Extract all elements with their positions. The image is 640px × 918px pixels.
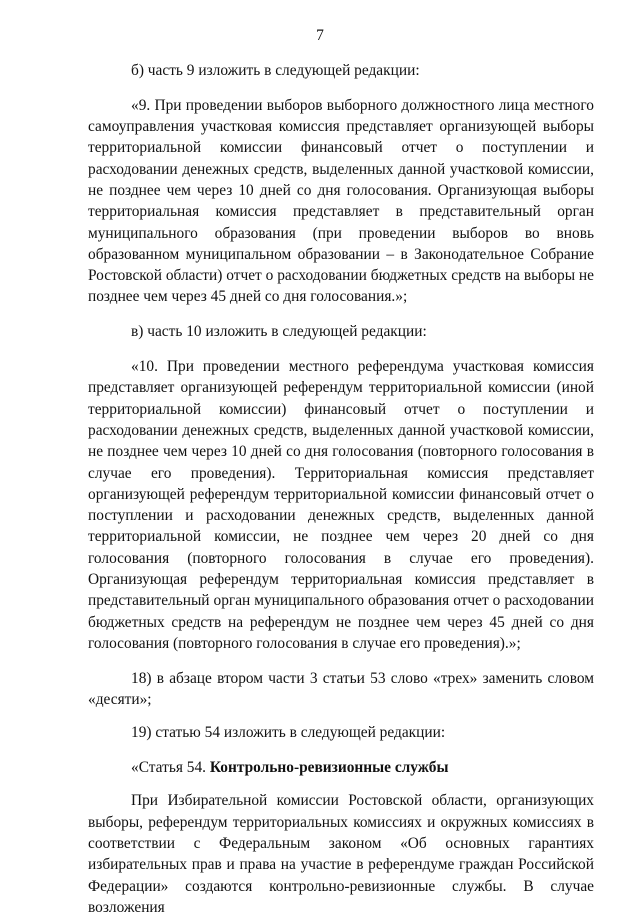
- paragraph-amend-part-10: в) часть 10 изложить в следующей редакции:: [131, 323, 427, 341]
- page-number: 7: [316, 27, 324, 44]
- document-body: [88, 60, 594, 918]
- paragraph-item-19: 19) статью 54 изложить в следующей редакции:: [131, 724, 446, 742]
- paragraph-item-18: 18) в абзаце втором части 3 статьи 53 слово «трех» заменить словом «десяти»;: [88, 669, 594, 709]
- paragraph-article-54-text: При Избирательной комиссии Ростовской области, организующих выборы, референдум территориальных комиссиях и окружных комиссиях в соответствии с Федеральным законом «Об основных гарантиях избирательных прав и права на участие в референдуме граждан Российской Федерации» создаются контрольно-ревизионные службы. В случае возложения: [88, 792, 594, 916]
- paragraph-part-10-text: «10. При проведении местного референдума участковая комиссия представляет организующей референдум территориальной комиссии (иной территориальной комиссии) финансовый отчет о поступлении и расходовании денежных средств, выделенных данной участковой комиссии, не позднее чем через 10 дней со дня голосования (повторного голосования в случае его проведения). Территориальная комиссия представляет организующей референдум территориальной комиссии финансовый отчет о поступлении и расходовании денежных средств, выделенных данной территориальной комиссии, не позднее чем через 20 дней со дня голосования (повторного голосования в случае его проведения). Организующая референдум территориальная комиссия представляет в представительный орган муниципального образования отчет о расходовании бюджетных средств на референдум не позднее чем через 45 дней со дня голосования (повторного голосования в случае его проведения).»;: [88, 358, 594, 652]
- paragraph-part-9-text: «9. При проведении выборов выборного должностного лица местного самоуправления участковая комиссия представляет организующей выборы территориальной комиссии финансовый отчет о поступлении и расходовании денежных средств, выделенных данной участковой комиссии, не позднее чем через 10 дней со дня голосования. Организующая выборы территориальная комиссия представляет в представительный орган муниципального образования (при проведении выборов во вновь образованном муниципальном образовании – в Законодательное Собрание Ростовской области) отчет о расходовании бюджетных средств на выборы не позднее чем через 45 дней со дня голосования.»;: [88, 96, 594, 306]
- article-54-title: Контрольно-ревизионные службы: [209, 759, 449, 777]
- article-54-heading: [88, 757, 594, 778]
- paragraph-amend-part-9: б) часть 9 изложить в следующей редакции:: [131, 62, 420, 79]
- article-54-number: «Статья 54.: [131, 759, 210, 777]
